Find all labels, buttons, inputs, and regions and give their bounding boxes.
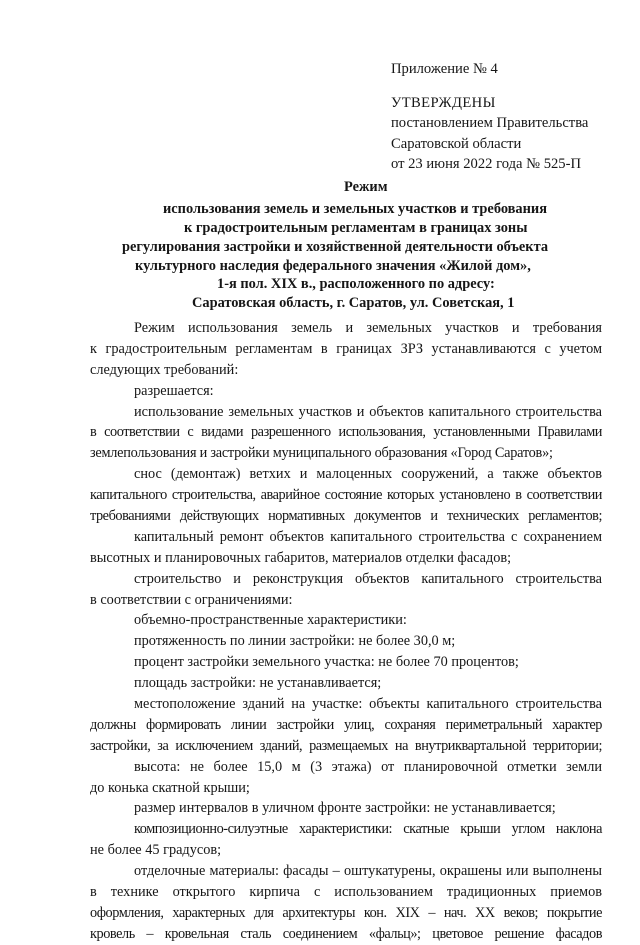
title-line: культурного наследия федерального значения «Жилой дом»,	[135, 258, 531, 274]
body-line: застройки, за исключением зданий, размещаемых на внутриквартальной территории;	[90, 737, 602, 754]
appendix-number: Приложение № 4	[391, 61, 498, 77]
approved-heading: УТВЕРЖДЕНЫ	[391, 94, 496, 111]
body-line: разрешается:	[134, 382, 214, 399]
body-line: капитальный ремонт объектов капитального строительства с сохранением	[134, 528, 602, 545]
approval-date-line: от 23 июня 2022 года № 525-П	[391, 156, 582, 172]
title-line: Саратовская область, г. Саратов, ул. Советская, 1	[192, 295, 515, 311]
body-line: Режим использования земель и земельных участков и требования	[134, 320, 602, 336]
body-line: в соответствии с видами разрешенного использования, установленными Правилами	[90, 424, 602, 441]
body-line: местоположение зданий на участке: объекты капитального строительства	[134, 696, 602, 713]
title-line: использования земель и земельных участков и требования	[163, 201, 547, 217]
body-line: снос (демонтаж) ветхих и малоценных сооружений, а также объектов	[134, 466, 602, 483]
body-line: объемно-пространственные характеристики:	[134, 612, 407, 629]
body-line: в соответствии с ограничениями:	[90, 591, 293, 608]
body-line: землепользования и застройки муниципального образования «Город Саратов»;	[90, 445, 553, 462]
approval-line: постановлением Правительства	[391, 115, 589, 131]
title-line: Режим	[344, 179, 388, 195]
body-line: протяженность по линии застройки: не более 30,0 м;	[134, 633, 456, 650]
body-line: следующих требований:	[90, 361, 239, 378]
body-line: в технике открытого кирпича с использованием традиционных приемов	[90, 884, 602, 901]
title-line: 1-я пол. XIX в., расположенного по адресу:	[217, 276, 495, 292]
approval-block	[391, 59, 631, 175]
body-line: площадь застройки: не устанавливается;	[134, 675, 382, 692]
body-line: капитального строительства, аварийное состояние которых установлено в соответствии	[90, 487, 602, 504]
body-line: кровель – кровельная сталь соединением «фальц»; цветовое решение фасадов	[90, 925, 602, 942]
body-line: строительство и реконструкция объектов капитального строительства	[134, 570, 602, 587]
body-line: оформления, характерных для архитектуры кон. XIX – нач. XX веков; покрытие	[90, 904, 602, 921]
body-line: не более 45 градусов;	[90, 842, 222, 859]
title-line: к градостроительным регламентам в границах зоны	[184, 220, 528, 236]
body-line: требованиями действующих нормативных документов и технических регламентов;	[90, 508, 602, 525]
body-line: отделочные материалы: фасады – оштукатурены, окрашены или выполнены	[134, 863, 602, 880]
title-line: регулирования застройки и хозяйственной деятельности объекта	[122, 239, 549, 255]
body-line: до конька скатной крыши;	[90, 779, 250, 796]
body-line: высота: не более 15,0 м (3 этажа) от планировочной отметки земли	[134, 758, 602, 775]
body-line: высотных и планировочных габаритов, материалов отделки фасадов;	[90, 549, 512, 566]
body-line: композиционно-силуэтные характеристики: скатные крыши углом наклона	[134, 821, 602, 838]
document-body	[90, 318, 602, 945]
body-line: размер интервалов в уличном фронте застройки: не устанавливается;	[134, 800, 556, 817]
body-line: использование земельных участков и объектов капитального строительства	[134, 403, 602, 420]
body-line: к градостроительным регламентам в границах ЗРЗ устанавливаются с учетом	[90, 340, 602, 357]
body-line: процент застройки земельного участка: не более 70 процентов;	[134, 654, 519, 671]
body-line: должны формировать линии застройки улиц, сохраняя периметральный характер	[90, 716, 602, 733]
approval-line: Саратовской области	[391, 135, 522, 152]
